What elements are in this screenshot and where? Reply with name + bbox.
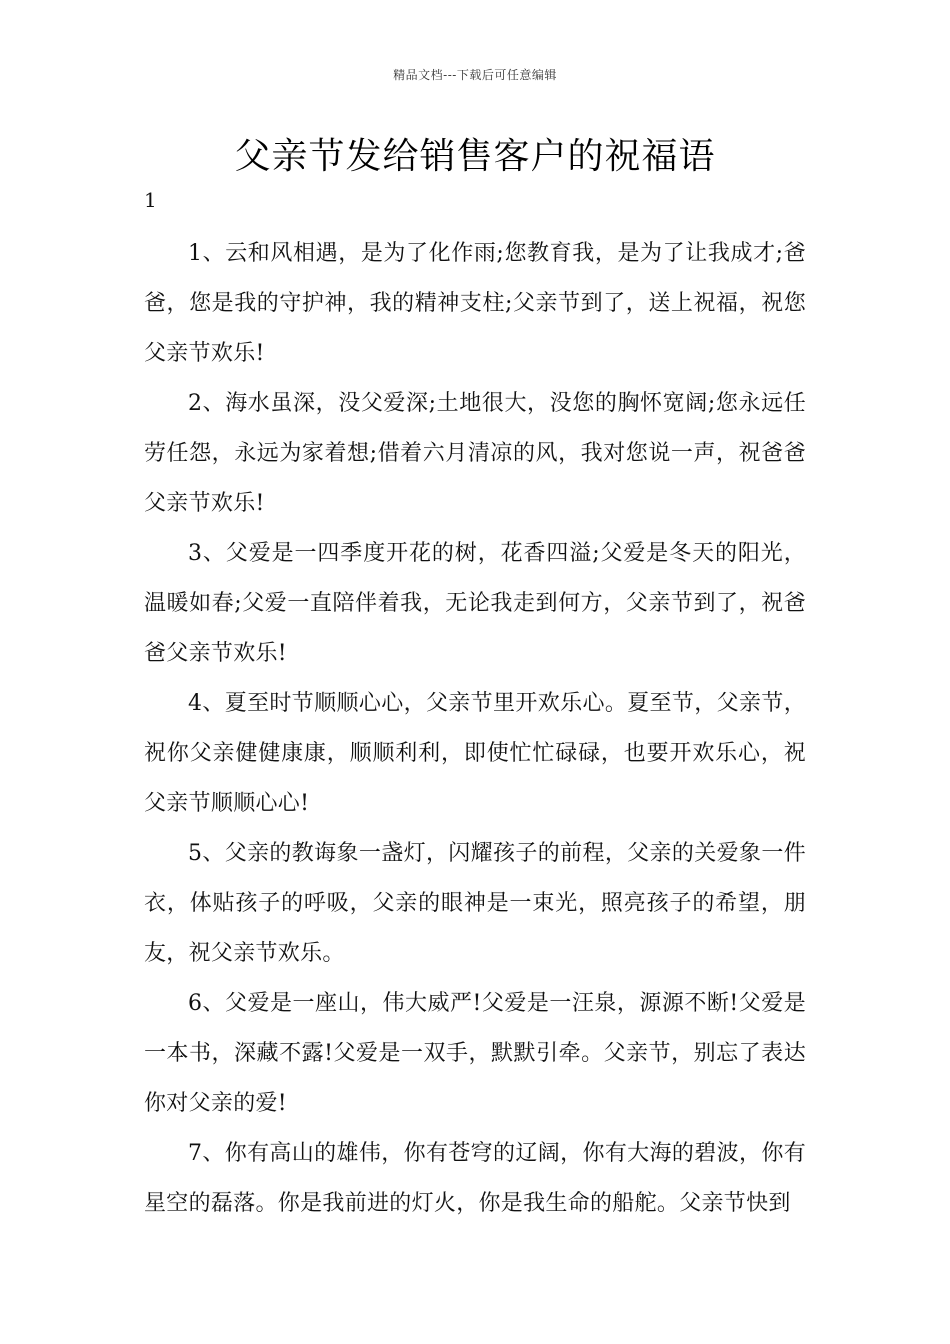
paragraph: 2、海水虽深，没父爱深;土地很大，没您的胸怀宽阔;您永远任劳任怨，永远为家着想;借着六月清凉的风，我对您说一声，祝爸爸父亲节欢乐!: [144, 391, 806, 516]
paragraph: 7、你有高山的雄伟，你有苍穹的辽阔，你有大海的碧波，你有星空的磊落。你是我前进的灯火，你是我生命的船舵。父亲节快到: [144, 1141, 806, 1216]
header-note: 精品文档---下载后可任意编辑: [393, 68, 557, 82]
paragraph: 6、父爱是一座山，伟大威严!父爱是一汪泉，源源不断!父爱是一本书，深藏不露!父爱是一双手，默默引牵。父亲节，别忘了表达你对父亲的爱!: [144, 991, 806, 1116]
paragraph: 4、夏至时节顺顺心心，父亲节里开欢乐心。夏至节，父亲节，祝你父亲健健康康，顺顺利利，即使忙忙碌碌，也要开欢乐心，祝父亲节顺顺心心!: [144, 691, 806, 816]
section-number: 1: [144, 188, 157, 212]
document-title: 父亲节发给销售客户的祝福语: [234, 136, 716, 177]
paragraph: 3、父爱是一四季度开花的树，花香四溢;父爱是冬天的阳光，温暖如春;父爱一直陪伴着我，无论我走到何方，父亲节到了，祝爸爸父亲节欢乐!: [144, 541, 806, 666]
paragraph: 5、父亲的教诲象一盏灯，闪耀孩子的前程，父亲的关爱象一件衣，体贴孩子的呼吸，父亲的眼神是一束光，照亮孩子的希望，朋友，祝父亲节欢乐。: [144, 841, 806, 966]
body-text: [144, 229, 806, 1229]
paragraph: 1、云和风相遇，是为了化作雨;您教育我，是为了让我成才;爸爸，您是我的守护神，我的精神支柱;父亲节到了，送上祝福，祝您父亲节欢乐!: [144, 241, 806, 366]
